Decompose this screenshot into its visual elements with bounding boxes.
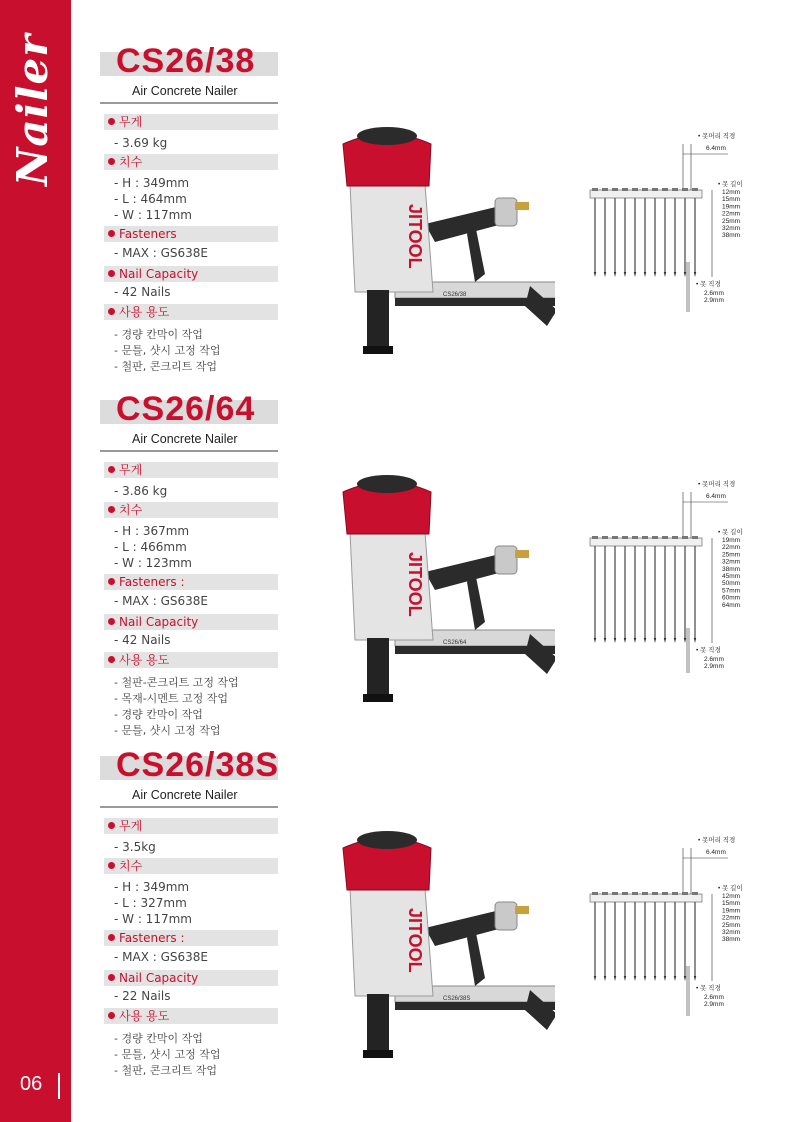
nail-length-value: 15mm: [722, 900, 741, 908]
size-height: - H : 349mm: [114, 176, 190, 190]
nail-head: [692, 188, 698, 191]
nail-point: [614, 638, 616, 643]
nail-head: [622, 892, 628, 895]
page-number: 06: [20, 1073, 43, 1095]
model-tag: CS26/64: [443, 640, 467, 646]
nail-point: [684, 272, 686, 277]
nail-length-value: 12mm: [722, 893, 741, 900]
nail-strip-band: [590, 894, 702, 902]
capacity-label: Nail Capacity: [119, 267, 199, 281]
size-height: - H : 349mm: [114, 880, 190, 894]
size-heading: [104, 502, 278, 518]
nail-head: [692, 536, 698, 539]
bullet-icon: [108, 158, 115, 165]
nail-length-label: • 못 길이: [718, 181, 743, 188]
nail-strip-band: [590, 190, 702, 198]
nail-point: [644, 272, 646, 277]
nail-length-value: 57mm: [722, 587, 741, 595]
nail-point: [594, 272, 596, 277]
nail-length-value: 12mm: [722, 189, 741, 196]
weight-value: - 3.69 kg: [114, 136, 168, 150]
product-section: [0, 42, 793, 382]
capacity-value: - 42 Nails: [114, 285, 171, 299]
nail-point: [694, 976, 696, 981]
size-label: 치수: [119, 503, 143, 517]
usage-item: - 문틀, 샷시 고정 작업: [114, 344, 221, 357]
nail-head: [622, 536, 628, 539]
nail-head: [642, 188, 648, 191]
nail-point: [634, 976, 636, 981]
usage-item: - 철판-콘크리트 고정 작업: [114, 676, 239, 689]
nail-point: [634, 272, 636, 277]
nail-head: [632, 188, 638, 191]
usage-heading: [104, 1008, 278, 1024]
nail-point: [654, 638, 656, 643]
bullet-icon: [108, 466, 115, 473]
bullet-icon: [108, 1012, 115, 1019]
nail-head: [642, 536, 648, 539]
nail-length-label: • 못 길이: [718, 885, 743, 892]
air-fitting: [515, 906, 529, 914]
capacity-value: - 42 Nails: [114, 633, 171, 647]
air-inlet-housing: [495, 902, 517, 930]
nail-head-label: • 못머리 직경: [698, 133, 736, 140]
nail-length-label: • 못 길이: [718, 529, 743, 536]
air-inlet-housing: [495, 546, 517, 574]
nail-diameter-value: 2.9mm: [704, 663, 724, 670]
model-name: CS26/38S: [116, 746, 279, 784]
model-subtitle: Air Concrete Nailer: [132, 432, 238, 446]
nail-head: [682, 188, 688, 191]
nail-length-value: 22mm: [722, 544, 741, 552]
brand-logo: JITOOL: [405, 204, 425, 269]
bullet-icon: [108, 308, 115, 315]
nail-head: [622, 188, 628, 191]
weight-heading: [104, 818, 278, 834]
nail-point: [594, 976, 596, 981]
nail-point: [614, 272, 616, 277]
nail-point: [644, 638, 646, 643]
nail-head: [662, 536, 668, 539]
nail-length-value: 32mm: [722, 558, 741, 566]
nail-length-value: 25mm: [722, 217, 741, 225]
usage-item: - 경량 칸막이 작업: [114, 1032, 203, 1045]
nail-point: [694, 272, 696, 277]
fasteners-label: Fasteners :: [119, 575, 185, 589]
usage-heading: [104, 652, 278, 668]
nail-head: [682, 892, 688, 895]
nail-length-value: 50mm: [722, 580, 741, 588]
nail-strip-diagram: [588, 130, 758, 325]
nail-length-value: 15mm: [722, 196, 741, 204]
nail-head: [612, 188, 618, 191]
nail-point: [644, 976, 646, 981]
weight-value: - 3.5kg: [114, 840, 156, 854]
nail-head: [602, 892, 608, 895]
usage-item: - 철판, 콘크리트 작업: [114, 1064, 217, 1077]
nail-head-value: 6.4mm: [706, 493, 726, 500]
nail-point: [664, 272, 666, 277]
nail-strip-diagram: [588, 478, 758, 673]
bullet-icon: [108, 618, 115, 625]
nail-point: [634, 638, 636, 643]
nail-head: [672, 188, 678, 191]
usage-label: 사용 용도: [119, 1009, 170, 1023]
nail-point: [694, 638, 696, 643]
nail-head: [662, 892, 668, 895]
capacity-heading: [104, 970, 278, 986]
size-height: - H : 367mm: [114, 524, 190, 538]
nail-length-value: 45mm: [722, 573, 741, 580]
capacity-label: Nail Capacity: [119, 615, 199, 629]
air-fitting: [515, 550, 529, 558]
usage-heading: [104, 304, 278, 320]
nail-point: [624, 976, 626, 981]
nail-head: [652, 892, 658, 895]
nail-length-value: 38mm: [722, 936, 741, 944]
bullet-icon: [108, 934, 115, 941]
nail-point: [624, 638, 626, 643]
fasteners-heading: [104, 930, 278, 946]
nailer-tool-image: [325, 114, 555, 364]
model-name: CS26/38: [116, 42, 256, 80]
weight-label: 무게: [119, 115, 143, 129]
bullet-icon: [108, 118, 115, 125]
usage-item: - 경량 칸막이 작업: [114, 328, 203, 341]
usage-item: - 문틀, 샷시 고정 작업: [114, 1048, 221, 1061]
nail-point: [664, 976, 666, 981]
nail-strip-band: [590, 538, 702, 546]
bullet-icon: [108, 578, 115, 585]
nail-head: [592, 536, 598, 539]
nail-diameter-value: 2.9mm: [704, 1001, 724, 1008]
nose-tip: [363, 346, 393, 354]
bullet-icon: [108, 656, 115, 663]
nail-head: [612, 892, 618, 895]
size-length: - L : 466mm: [114, 540, 187, 554]
size-heading: [104, 858, 278, 874]
nail-head-value: 6.4mm: [706, 145, 726, 152]
nail-head-label: • 못머리 직경: [698, 837, 736, 844]
nail-point: [654, 272, 656, 277]
size-label: 치수: [119, 859, 143, 873]
capacity-heading: [104, 614, 278, 630]
capacity-heading: [104, 266, 278, 282]
nail-length-value: 19mm: [722, 203, 741, 211]
nail-point: [624, 272, 626, 277]
nail-point: [614, 976, 616, 981]
nail-point: [594, 638, 596, 643]
nose-tip: [363, 694, 393, 702]
nail-head: [592, 892, 598, 895]
handle-brace: [467, 224, 485, 282]
nail-head: [672, 536, 678, 539]
model-rule: [100, 806, 278, 808]
model-subtitle: Air Concrete Nailer: [132, 788, 238, 802]
usage-item: - 목재-시멘트 고정 작업: [114, 692, 229, 705]
size-width: - W : 123mm: [114, 556, 192, 570]
nail-length-value: 38mm: [722, 565, 741, 573]
model-rule: [100, 450, 278, 452]
weight-value: - 3.86 kg: [114, 484, 168, 498]
nail-diameter-label: • 못 직경: [696, 647, 721, 654]
bullet-icon: [108, 270, 115, 277]
nail-length-value: 22mm: [722, 914, 741, 922]
bullet-icon: [108, 822, 115, 829]
air-inlet-housing: [495, 198, 517, 226]
nail-head-label: • 못머리 직경: [698, 481, 736, 488]
nail-diameter-value: 2.6mm: [704, 656, 724, 663]
nail-diameter-label: • 못 직경: [696, 281, 721, 288]
size-length: - L : 464mm: [114, 192, 187, 206]
nail-head: [652, 188, 658, 191]
air-fitting: [515, 202, 529, 210]
nail-point: [684, 976, 686, 981]
capacity-label: Nail Capacity: [119, 971, 199, 985]
brand-logo: JITOOL: [405, 552, 425, 617]
top-cover: [357, 831, 417, 849]
nail-head: [602, 188, 608, 191]
nail-diameter-label: • 못 직경: [696, 985, 721, 992]
nail-head: [612, 536, 618, 539]
fasteners-label: Fasteners :: [119, 931, 185, 945]
nailer-tool-image: [325, 462, 555, 712]
bullet-icon: [108, 506, 115, 513]
nose-piece: [367, 994, 389, 1052]
nail-length-value: 60mm: [722, 594, 741, 602]
nail-head-value: 6.4mm: [706, 849, 726, 856]
model-tag: CS26/38: [443, 292, 467, 298]
top-cover: [357, 475, 417, 493]
model-subtitle: Air Concrete Nailer: [132, 84, 238, 98]
bullet-icon: [108, 230, 115, 237]
nail-point: [674, 976, 676, 981]
fasteners-value: - MAX : GS638E: [114, 246, 209, 260]
nail-head: [692, 892, 698, 895]
nail-point: [674, 638, 676, 643]
nail-length-value: 25mm: [722, 921, 741, 929]
nail-head: [592, 188, 598, 191]
product-section: [0, 746, 793, 1086]
bullet-icon: [108, 974, 115, 981]
nail-length-value: 38mm: [722, 232, 741, 240]
nailer-tool-image: [325, 818, 555, 1068]
size-length: - L : 327mm: [114, 896, 187, 910]
size-width: - W : 117mm: [114, 208, 192, 222]
size-width: - W : 117mm: [114, 912, 192, 926]
bullet-icon: [108, 862, 115, 869]
fasteners-value: - MAX : GS638E: [114, 950, 209, 964]
sidebar-title: Nailer: [8, 33, 57, 186]
nail-diameter-value: 2.6mm: [704, 994, 724, 1001]
weight-label: 무게: [119, 819, 143, 833]
nail-length-value: 19mm: [722, 537, 741, 544]
nail-length-value: 25mm: [722, 551, 741, 559]
nail-point: [604, 272, 606, 277]
model-name: CS26/64: [116, 390, 256, 428]
nail-head: [652, 536, 658, 539]
nail-head: [642, 892, 648, 895]
weight-label: 무게: [119, 463, 143, 477]
fasteners-heading: [104, 226, 278, 242]
nail-head: [632, 536, 638, 539]
capacity-value: - 22 Nails: [114, 989, 171, 1003]
nail-point: [654, 976, 656, 981]
handle-brace: [467, 928, 485, 986]
fasteners-heading: [104, 574, 278, 590]
top-cover: [357, 127, 417, 145]
nose-piece: [367, 290, 389, 348]
usage-label: 사용 용도: [119, 653, 170, 667]
nail-point: [604, 976, 606, 981]
product-section: [0, 390, 793, 737]
nail-diameter-value: 2.6mm: [704, 290, 724, 297]
fasteners-label: Fasteners: [119, 227, 177, 241]
nail-length-value: 32mm: [722, 225, 741, 232]
nail-point: [674, 272, 676, 277]
nail-length-value: 64mm: [722, 601, 741, 609]
brand-logo: JITOOL: [405, 908, 425, 973]
nail-strip-diagram: [588, 834, 758, 1029]
size-label: 치수: [119, 155, 143, 169]
nail-head: [632, 892, 638, 895]
usage-item: - 경량 칸막이 작업: [114, 708, 203, 721]
nail-diameter-value: 2.9mm: [704, 297, 724, 304]
nail-head: [662, 188, 668, 191]
nail-point: [604, 638, 606, 643]
usage-label: 사용 용도: [119, 305, 170, 319]
nail-head: [602, 536, 608, 539]
nail-length-value: 32mm: [722, 929, 741, 936]
usage-item: - 문틀, 샷시 고정 작업: [114, 724, 221, 737]
nail-length-value: 19mm: [722, 907, 741, 915]
size-heading: [104, 154, 278, 170]
model-tag: CS26/38S: [443, 996, 471, 1002]
model-rule: [100, 102, 278, 104]
usage-item: - 철판, 콘크리트 작업: [114, 360, 217, 373]
nail-length-value: 22mm: [722, 210, 741, 218]
handle-brace: [467, 572, 485, 630]
nose-tip: [363, 1050, 393, 1058]
nail-point: [664, 638, 666, 643]
nail-point: [684, 638, 686, 643]
nail-head: [682, 536, 688, 539]
weight-heading: [104, 462, 278, 478]
fasteners-value: - MAX : GS638E: [114, 594, 209, 608]
nose-piece: [367, 638, 389, 696]
weight-heading: [104, 114, 278, 130]
nail-head: [672, 892, 678, 895]
